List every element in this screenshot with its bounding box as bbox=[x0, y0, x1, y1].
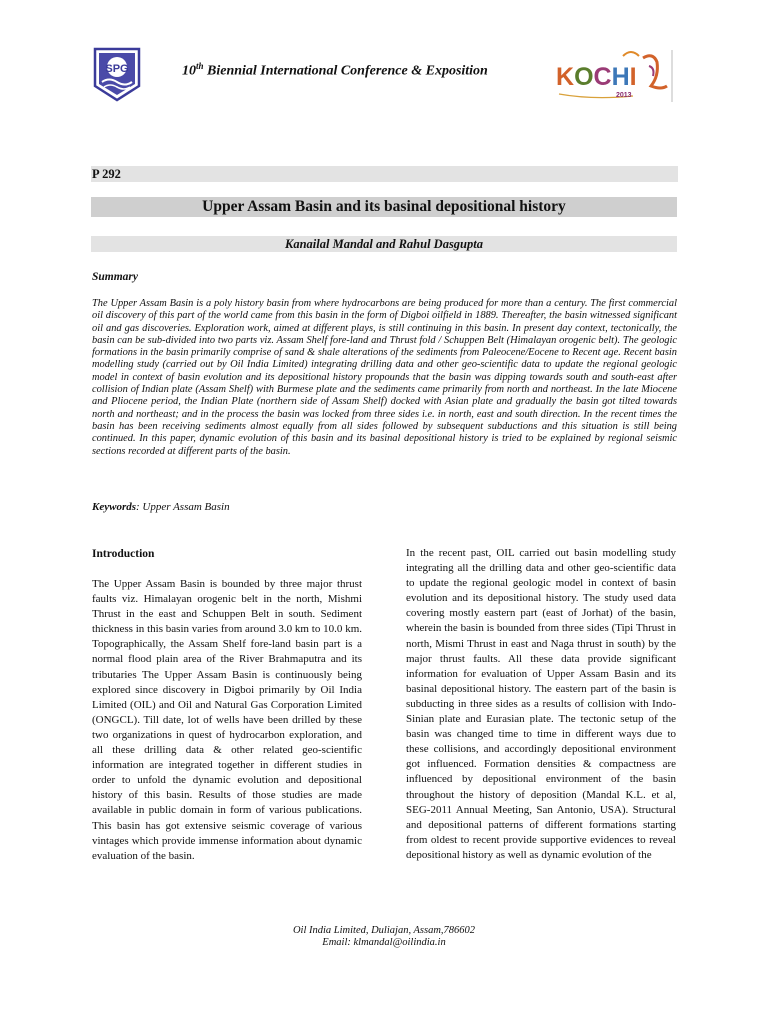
introduction-left-column: The Upper Assam Basin is bounded by three major thrust faults viz. Himalayan orogenic belt in the north, Mishmi Thrust in the east and Schuppen Belt in south. Sediment thickness in this basin varies from around 3.0 km to 10.0 km. Topographically, the Assam Shelf fore-land basin part is a normal flood plain area of the River Brahmaputra and its tributaries The Upper Assam Basin is continuously being explored since discovery in Digboi primarily by Oil India Limited (OIL) and Oil and Natural Gas Corporation Limited (ONGCL). Till date, lot of wells have been drilled by these two organizations in quest of hydrocarbon exploration, and all these drilling data & other related geo-scientific information are integrated together in different studies in order to unfold the dynamic evolution and depositional history of this basin. Results of those studies are made available in public domain in form of various publications. This basin has got extensive seismic coverage of various vintages which provide immense information about dynamic evaluation of the basin. bbox=[92, 578, 362, 862]
summary-heading: Summary bbox=[92, 271, 139, 283]
spg-logo bbox=[92, 46, 142, 102]
keywords-label: Keywords bbox=[92, 501, 136, 513]
summary-text: The Upper Assam Basin is a poly history basin from where hydrocarbons are being produced for more than a century. The first commercial oil discovery of this part of the world came from this basin in the form of Digboi oilfield in 1889. Thereafter, the basin witnessed significant oil and gas discoveries. Exploration work, aimed at different plays, is still continuing in this basin. In present day context, tectonically, the basin can be sub-divided into two parts viz. Assam Shelf fore-land and Thrust fold / Schuppen Belt (Himalayan orogenic belt). The geologic formations in the basin primarily comprise of sand & shale alterations of the sediments from Paleocene/Eocene to Recent age. Recent basin modelling study (carried out by Oil India Limited) integrating drilling data and other geo-scientific data to update the regional geologic model in context of basin evolution and its depositional history propounds that the basin was dipping towards south and south-east after collision of Indian plate (Assam Shelf) with Burmese plate and the sediments came primarily from north and northeast. In the late Miocene and Pliocene period, the Indian Plate (northern side of Assam Shelf) docked with Asian plate and gradually the basin got tilted towards north and northeast; and in the process the basin was locked from three sides i.e. in north, east and south direction. In the recent times the basin has been receiving sediments almost equally from all sides followed by subsequent subductions and this situation is still being continued. In this paper, dynamic evolution of this basin and its basinal depositional history is tried to be explained by regional seismic sections recorded at different parts of the basin. bbox=[92, 298, 677, 457]
svg-text:SPG: SPG bbox=[105, 63, 129, 75]
paper-title: Upper Assam Basin and its basinal depositional history bbox=[91, 197, 677, 217]
introduction-right-column: In the recent past, OIL carried out basin modelling study integrating all the drilling data and other geo-scientific data to update the regional geologic model in context of basin evolution and its depositional history. The study used data covering mostly eastern part (east of Jorhat) of the basin, wherein the basin is bounded from three sides (Tipi Thrust in north, Mismi Thrust in east and Naga thrust in south) by the major thrust faults. All these data provide significant information for evaluation of Upper Assam Basin and its basinal depositional history. The eastern part of the basin is subducting in three sides as a results of collision with Indo-Sinian plate and Eurasian plate. The tectonic setup of the basin was changed time to time in different ways due to these collisions, and accordingly depositional environment got influenced. Formation densities & compactness are influenced by depositional environment of the basin throughout the history of deposition (Mandal K.L. et al, SEG-2011 Annual Meeting, San Antonio, USA). Structural and depositional patterns of different formations starting from oldest to recent provide supportive evidences to reveal depositional history as well as dynamic evolution of the bbox=[406, 547, 676, 861]
footer-email: Email: klmandal@oilindia.in bbox=[322, 937, 446, 948]
kochi-wordmark: KOCHI bbox=[556, 63, 637, 91]
footer-affiliation: Oil India Limited, Duliajan, Assam,786602 bbox=[292, 925, 476, 936]
paper-authors: Kanailal Mandal and Rahul Dasgupta bbox=[91, 236, 677, 252]
kochi-year: 2013 bbox=[616, 92, 632, 99]
conference-title: 10th Biennial International Conference & Exposition bbox=[182, 61, 488, 79]
introduction-heading: Introduction bbox=[92, 548, 155, 560]
keywords bbox=[92, 501, 230, 513]
paper-number: P 292 bbox=[91, 166, 678, 182]
keywords-value: : Upper Assam Basin bbox=[136, 501, 230, 513]
